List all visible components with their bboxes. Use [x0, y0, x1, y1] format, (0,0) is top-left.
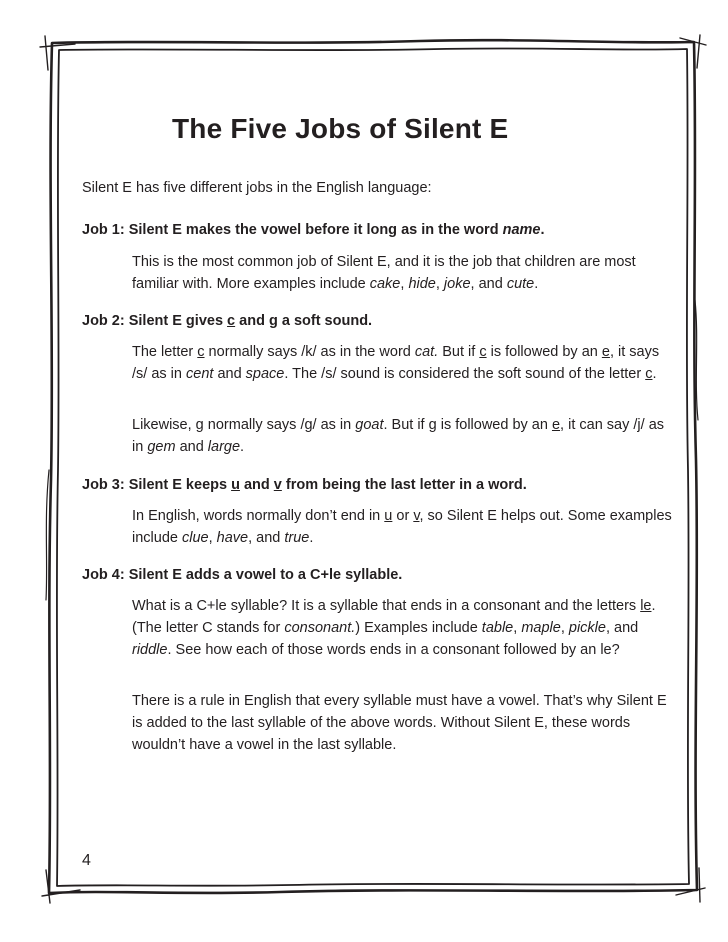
paragraph-text: , it can say /j/ as in — [132, 417, 665, 455]
example-word: riddle — [132, 642, 168, 658]
paragraph-text: and — [213, 366, 246, 382]
underlined-letter: g — [268, 313, 278, 329]
underlined-letter: c — [645, 366, 653, 382]
example-word: table — [481, 620, 514, 636]
example-word: cent — [186, 366, 214, 382]
underlined-letter: e — [551, 417, 561, 433]
job-2-paragraph-1 — [132, 341, 677, 385]
job-4-paragraph-2: There is a rule in English that every syllable must have a vowel. That’s why Silent E is added to the last syllable of the above words. Without Silent E, these words wouldn’t have a vowel in the last syllable. — [132, 693, 667, 753]
job-2-heading-text: Job 2: Silent E gives — [82, 313, 228, 329]
job-1-heading-text: Job 1: Silent E makes the vowel before it long as in the word — [82, 222, 503, 238]
paragraph-text: The letter — [132, 344, 198, 360]
example-word: true — [284, 530, 310, 546]
paragraph-text: . But if — [383, 417, 429, 433]
separator: , and — [248, 530, 285, 546]
underlined-letter: g — [428, 417, 437, 433]
example-word: gem — [147, 439, 176, 455]
underlined-letter: c — [479, 344, 487, 360]
paragraph-text: is followed by an — [436, 417, 552, 433]
job-2-paragraph-2 — [132, 414, 677, 458]
example-word: name — [502, 222, 541, 238]
punctuation: . — [309, 530, 314, 546]
separator: , — [560, 620, 569, 636]
job-3-heading-text: Job 3: Silent E keeps — [82, 477, 232, 493]
paragraph-text: . The /s/ sound is considered the soft sound of the letter — [284, 366, 646, 382]
paragraph-text: In English, words normally don’t end in — [132, 508, 385, 524]
intro-text: Silent E has five different jobs in the English language: — [82, 180, 432, 196]
page-number: 4 — [82, 852, 91, 869]
underlined-letter: c — [227, 313, 236, 329]
example-word: joke — [443, 276, 471, 292]
paragraph-text: and — [175, 439, 208, 455]
underlined-letter: g — [195, 417, 204, 433]
paragraph-text: is followed by an — [486, 344, 602, 360]
underlined-letter: u — [384, 508, 393, 524]
example-word: consonant. — [284, 620, 356, 636]
example-word: cute — [506, 276, 535, 292]
example-word: cake — [369, 276, 401, 292]
paragraph-text: Likewise, — [132, 417, 196, 433]
example-word: space — [245, 366, 285, 382]
example-word: hide — [408, 276, 436, 292]
job-3-heading — [82, 477, 527, 493]
punctuation: . — [534, 276, 539, 292]
example-word: clue — [181, 530, 209, 546]
job-4-paragraph-1 — [132, 595, 677, 661]
underlined-letters: le — [640, 598, 652, 614]
paragraph-text: normally says /g/ as in — [203, 417, 356, 433]
separator: , — [513, 620, 522, 636]
job-4-heading: Job 4: Silent E adds a vowel to a C+le syllable. — [82, 567, 403, 583]
paragraph-text: What is a C+le syllable? It is a syllable that ends in a consonant and the letters — [132, 598, 641, 614]
punctuation: . — [540, 222, 545, 238]
separator: , — [435, 276, 444, 292]
paragraph-text: normally says /k/ as in the word — [204, 344, 415, 360]
job-1-paragraph — [132, 251, 677, 295]
separator: , — [400, 276, 409, 292]
punctuation: . — [240, 439, 245, 455]
paragraph-text: , it says /s/ as in — [132, 344, 660, 382]
job-2-heading — [82, 313, 372, 329]
job-1-heading — [82, 222, 545, 238]
paragraph-text: This is the most common job of Silent E, and it is the job that children are most familiar with. More examples include — [132, 254, 636, 292]
heading-text: a soft sound. — [277, 313, 373, 329]
paragraph-text: , so Silent E helps out. Some examples include — [132, 508, 672, 546]
page-content — [82, 0, 682, 942]
job-3-paragraph — [132, 505, 677, 549]
example-word: maple — [521, 620, 561, 636]
underlined-letter: e — [601, 344, 610, 360]
example-word: cat. — [414, 344, 439, 360]
punctuation: . — [652, 366, 657, 382]
heading-text: and — [239, 477, 274, 493]
underlined-letter: v — [273, 477, 282, 493]
separator: , and — [605, 620, 639, 636]
paragraph-text: ) Examples include — [355, 620, 482, 636]
heading-text: and — [235, 313, 269, 329]
paragraph-text: . See how each of those words ends in a consonant followed by an le? — [167, 642, 620, 658]
paragraph-text: . (The letter C stands for — [132, 598, 656, 636]
underlined-letter: c — [197, 344, 205, 360]
paragraph-text: or — [392, 508, 414, 524]
example-word: large — [207, 439, 241, 455]
underlined-letter: u — [231, 477, 240, 493]
paragraph-text: But if — [438, 344, 480, 360]
separator: , and — [470, 276, 507, 292]
underlined-letter: v — [413, 508, 420, 524]
example-word: goat — [355, 417, 384, 433]
example-word: pickle — [568, 620, 606, 636]
heading-text: from being the last letter in a word. — [281, 477, 527, 493]
separator: , — [208, 530, 217, 546]
example-word: have — [216, 530, 249, 546]
page-title: The Five Jobs of Silent E — [172, 113, 509, 144]
